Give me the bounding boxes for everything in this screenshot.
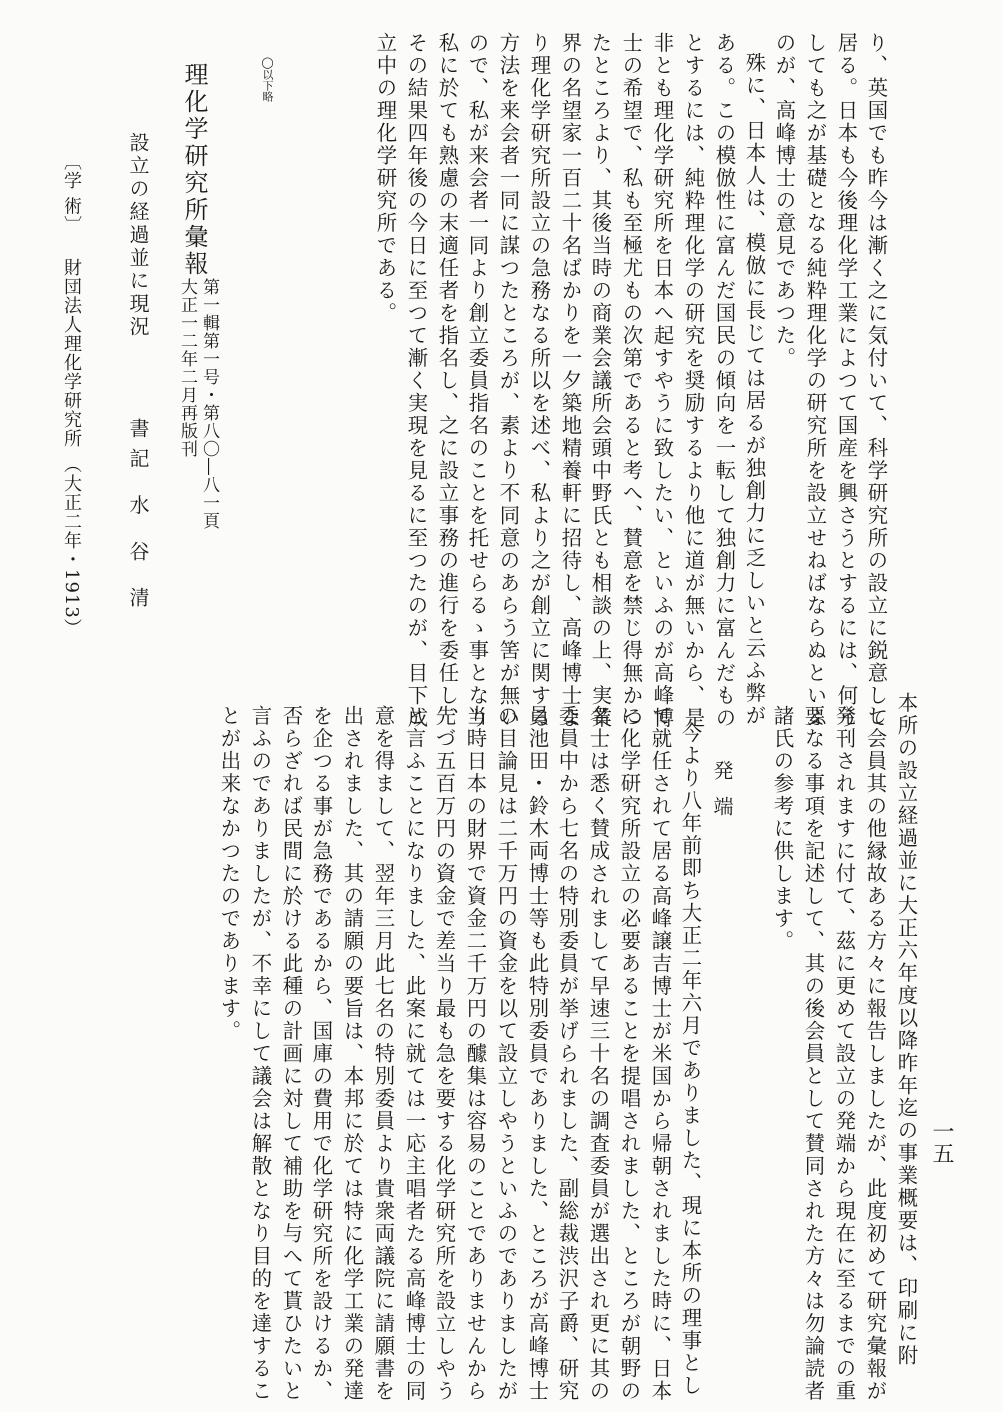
journal-title: 理化学研究所彙報 bbox=[180, 62, 208, 278]
body-line-top-2: 居る。日本も今後理化学工業によつて国産を興さうとするには、何う bbox=[834, 32, 859, 730]
body-line-top-10: たところより、其後当時の商業会議所会頭中野氏とも相談の上、実業 bbox=[588, 32, 613, 730]
category-label: 〔学 術〕 bbox=[61, 152, 82, 235]
body-line-top-4: のが、高峰博士の意見であつた。 bbox=[772, 32, 797, 370]
body-line-bottom-20: 言ふのでありましたが、不幸にして議会は解散となり目的を達するこ bbox=[248, 705, 273, 1403]
institution-name: 財団法人理化学研究所 bbox=[61, 258, 82, 448]
body-line-top-16: その結果四年後の今日に至つて漸く実現を見るに至つたのが、目下成 bbox=[404, 32, 429, 730]
publication-date: （大正二年・1913） bbox=[61, 455, 82, 638]
body-line-top-15: 私に於ても熟慮の末適任者を指名し、之に設立事務の進行を委任し、 bbox=[435, 32, 460, 730]
body-line-bottom-3: 発刊されますに付て、茲に更めて設立の発端から現在に至るまでの重 bbox=[832, 705, 857, 1403]
body-line-bottom-7: て就任されて居る高峰譲吉博士が米国から帰朝されました時に、日本 bbox=[648, 705, 673, 1403]
body-line-top-1: り、英国でも昨今は漸く之に気付いて、科学研究所の設立に鋭意して bbox=[864, 32, 889, 730]
body-line-bottom-15: と言ふことになりました、此案に就ては一応主唱者たる高峰博士の同 bbox=[402, 705, 427, 1403]
page-number: 一五 bbox=[929, 1120, 954, 1164]
body-line-top-11: 界の名望家一百二十名ばかりを一夕築地精養軒に招待し、高峰博士よ bbox=[558, 32, 583, 730]
body-line-top-9: 士の希望で、私も至極尤もの次第であると考へ、賛意を禁じ得無かつ bbox=[619, 32, 644, 730]
body-line-bottom-12: の目論見は二千万円の資金を以て設立しやうといふのでありましたが bbox=[494, 705, 519, 1403]
author: 書記 水 谷 清 bbox=[126, 418, 150, 618]
body-line-top-8: 非とも理化学研究所を日本へ起すやうに致したい、といふのが高峰博 bbox=[650, 32, 675, 730]
omission-note: ◯以下略 bbox=[261, 56, 274, 102]
body-line-bottom-21: とが出来なかつたのであります。 bbox=[217, 705, 242, 1043]
body-line-top-13: 方法を来会者一同に謀つたところが、素より不同意のあらう筈が無い bbox=[496, 32, 521, 730]
body-line-top-6: ある。この模倣性に富んだ国民の傾向を一転して独創力に富んだもの bbox=[712, 32, 737, 730]
body-line-bottom-14: 先づ五百万円の資金で差当り最も急を要する化学研究所を設立しやう bbox=[432, 705, 457, 1403]
body-line-bottom-9: 名士は悉く賛成されまして早速三十名の調査委員が選出され更に其の bbox=[586, 705, 611, 1403]
reprint-info: 大正一二年二月再版刊 bbox=[177, 278, 197, 458]
section-heading: 発端 bbox=[710, 760, 734, 832]
body-line-bottom-2: し会員其の他縁故ある方々に報告しましたが、此度初めて研究彙報が bbox=[863, 705, 888, 1403]
body-line-bottom-6: 今より八年前即ち大正二年六月でありました、現に本所の理事とし bbox=[678, 722, 703, 1397]
body-line-bottom-1: 本所の設立経過並に大正六年度以降昨年迄の事業概要は、印刷に附 bbox=[894, 692, 919, 1367]
body-line-bottom-19: 否らざれば民間に於ける此種の計画に対して補助を与へて貰ひたいと bbox=[279, 705, 304, 1403]
body-line-top-17: 立中の理化学研究所である。 bbox=[373, 32, 398, 325]
body-line-bottom-17: 出されました、其の請願の要旨は、本邦に於ては特に化学工業の発達 bbox=[340, 705, 365, 1403]
body-line-top-7: とするには、純粋理化学の研究を奨励するより他に道が無いから、是 bbox=[681, 32, 706, 730]
body-line-bottom-4: 要なる事項を記述して、其の後会員として賛同された方々は勿論読者 bbox=[801, 705, 826, 1403]
body-line-bottom-18: を企つる事が急務であるから、国庫の費用で化学研究所を設けるか、 bbox=[309, 705, 334, 1403]
body-line-bottom-5: 諸氏の参考に供します。 bbox=[770, 705, 795, 953]
body-line-top-3: しても之が基礎となる純粋理化学の研究所を設立せねばならぬといふ bbox=[803, 32, 828, 730]
issue-info: 第一輯第一号・第八〇―八一頁 bbox=[199, 278, 219, 530]
body-line-top-12: り理化学研究所設立の急務なる所以を述べ、私より之が創立に関する bbox=[527, 32, 552, 730]
body-line-bottom-8: に化学研究所設立の必要あることを提唱されました、ところが朝野の bbox=[617, 705, 642, 1403]
article-title: 設立の経過並に現況 bbox=[126, 132, 150, 339]
body-line-top-14: ので、私が来会者一同より創立委員指名のことを托せらるゝ事となり bbox=[465, 32, 490, 730]
body-line-top-5: 殊に、日本人は、模倣に長じては居るが独創力に乏しいと云ふ弊が bbox=[742, 52, 767, 727]
body-line-bottom-13: 当時日本の財界で資金二千万円の醵集は容易のことでありませんから bbox=[463, 705, 488, 1403]
body-line-bottom-10: 委員中から七名の特別委員が挙げられました、副総裁渋沢子爵、研究 bbox=[555, 705, 580, 1403]
body-line-bottom-11: 員池田・鈴木両博士等も此特別委員でありました、ところが高峰博士 bbox=[525, 705, 550, 1403]
body-line-bottom-16: 意を得まして、翌年三月此七名の特別委員より貴衆両議院に請願書を bbox=[371, 705, 396, 1403]
